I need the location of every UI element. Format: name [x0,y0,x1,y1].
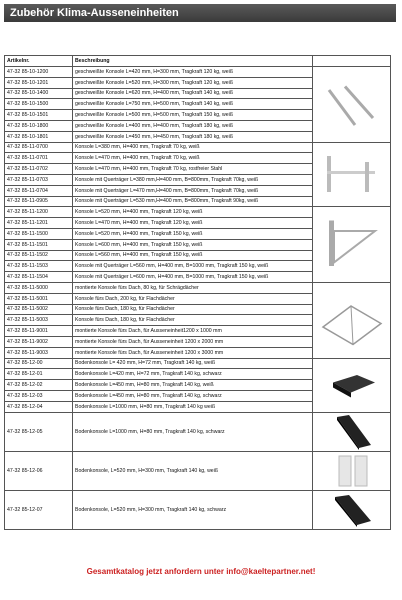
description: geschweißte Konsole L=400 mm, H=400 mm, Tragkraft 180 kg, weiß [73,120,313,131]
description: geschweißte Konsole L=420 mm, H=300 mm, Tragkraft 120 kg, weiß [73,67,313,78]
description: geschweißte Konsole L=620 mm, H=400 mm, Tragkraft 140 kg, weiß [73,88,313,99]
artikel-number: 47-32 85-12-06 [5,451,73,490]
artikel-number: 47-32 85-12-07 [5,490,73,529]
artikel-number: 47-32 85-10-1800 [5,120,73,131]
artikel-number: 47-32 85-11-5000 [5,282,73,293]
artikel-number: 47-32 85-11-1200 [5,207,73,218]
description: montierte Konsole fürs Dach, für Ausseneinheit 1200 x 3000 mm [73,347,313,358]
artikel-number: 47-32 85-11-5001 [5,293,73,304]
artikel-number: 47-32 85-10-1500 [5,99,73,110]
product-image [313,358,391,412]
artikel-number: 47-32 85-11-1502 [5,250,73,261]
artikel-number: 47-32 85-10-1801 [5,131,73,142]
description: Konsole L=380 mm, H=400 mm, Tragkraft 70 kg, weiß [73,142,313,153]
description: geschweißte Konsole L=500 mm, H=500 mm, Tragkraft 150 kg, weiß [73,110,313,121]
description: Bodenkonsole L=1000 mm, H=80 mm, Tragkraft 140 kg, schwarz [73,412,313,451]
description: Konsole L=470 mm, H=400 mm, Tragkraft 70 kg, rostfreier Stahl [73,164,313,175]
description: Bodenkonsole, L=520 mm, H=300 mm, Tragkraft 140 kg, schwarz [73,490,313,529]
artikel-number: 47-32 85-12-05 [5,412,73,451]
header-artikelnr: Artikelnr. [5,56,73,67]
product-photo-icon [315,285,389,355]
page-title: Zubehör Klima-Ausseneinheiten [4,4,396,22]
artikel-number: 47-32 85-11-1500 [5,228,73,239]
artikel-number: 47-32 85-11-0704 [5,185,73,196]
product-photo-icon [315,144,389,204]
artikel-number: 47-32 85-11-0905 [5,196,73,207]
table-row [5,490,391,529]
product-image [313,412,391,451]
table-row [5,142,391,153]
artikel-number: 47-32 85-10-1501 [5,110,73,121]
artikel-number: 47-32 85-11-0701 [5,153,73,164]
description: Konsole L=520 mm, H=400 mm, Tragkraft 150 kg, weiß [73,228,313,239]
product-image [313,282,391,358]
table-row [5,207,391,218]
artikel-number: 47-32 85-10-1201 [5,77,73,88]
description: Bodenkonsole L=450 mm, H=80 mm, Tragkraft 140 kg, weiß [73,380,313,391]
header-beschreibung: Beschreibung [73,56,313,67]
artikel-number: 47-32 85-11-1501 [5,239,73,250]
description: Konsole L=560 mm, H=400 mm, Tragkraft 150 kg, weiß [73,250,313,261]
artikel-number: 47-32 85-12-02 [5,380,73,391]
product-photo-icon [315,413,389,451]
artikel-number: 47-32 85-11-1504 [5,272,73,283]
description: Konsole mit Querträger L=530 mm,H=400 mm, B=800mm, Tragkraft 90kg, weiß [73,196,313,207]
description: geschweißte Konsole L=450 mm, H=450 mm, Tragkraft 180 kg, weiß [73,131,313,142]
description: montierte Konsole fürs Dach, für Ausseneinheit1200 x 1000 mm [73,326,313,337]
product-image [313,451,391,490]
description: Bodenkonsole L= 420 mm, H=72 mm, Tragkraft 140 kg, weiß [73,358,313,369]
description: Konsole mit Querträger L=380 mm,H=400 mm, B=800mm, Tragkraft 70kg, weiß [73,174,313,185]
description: montierte Konsole fürs Dach, 80 kg, für Schrägdächer [73,282,313,293]
artikel-number: 47-32 85-11-1503 [5,261,73,272]
description: Konsole fürs Dach, 180 kg, für Flachdächer [73,304,313,315]
description: Konsole fürs Dach, 180 kg, für Flachdächer [73,315,313,326]
table-row [5,282,391,293]
header-image [313,56,391,67]
product-photo-icon [315,69,389,139]
parts-table [4,55,391,530]
description: Konsole mit Querträger L=560 mm, H=400 mm, B=1000 mm, Tragkraft 150 kg, weiß [73,261,313,272]
artikel-number: 47-32 85-11-9002 [5,336,73,347]
description: Bodenkonsole L=450 mm, H=80 mm, Tragkraft 140 kg, schwarz [73,390,313,401]
artikel-number: 47-32 85-11-9001 [5,326,73,337]
artikel-number: 47-32 85-12-01 [5,369,73,380]
artikel-number: 47-32 85-11-5003 [5,315,73,326]
artikel-number: 47-32 85-11-9003 [5,347,73,358]
product-photo-icon [315,360,389,410]
artikel-number: 47-32 85-11-0702 [5,164,73,175]
artikel-number: 47-32 85-10-1400 [5,88,73,99]
description: Bodenkonsole L=420 mm, H=72 mm, Tragkraft 140 kg, schwarz [73,369,313,380]
description: Bodenkonsole L=1000 mm, H=80 mm, Tragkraft 140 kg weiß [73,401,313,412]
description: Konsole mit Querträger L=470 mm,H=400 mm, B=800mm, Tragkraft 70kg, weiß [73,185,313,196]
description: Konsole L=520 mm, H=400 mm, Tragkraft 120 kg, weiß [73,207,313,218]
artikel-number: 47-32 85-11-1201 [5,218,73,229]
product-image [313,490,391,529]
catalog-footer: Gesamtkatalog jetzt anfordern unter info@kaeltepartner.net! [86,567,316,576]
table-row [5,412,391,451]
description: montierte Konsole fürs Dach, für Ausseneinheit 1200 x 2000 mm [73,336,313,347]
artikel-number: 47-32 85-12-00 [5,358,73,369]
artikel-number: 47-32 85-10-1200 [5,67,73,78]
description: Konsole fürs Dach, 200 kg, für Flachdächer [73,293,313,304]
artikel-number: 47-32 85-11-5002 [5,304,73,315]
description: geschweißte Konsole L=750 mm, H=500 mm, Tragkraft 140 kg, weiß [73,99,313,110]
product-photo-icon [315,210,389,280]
description: Konsole mit Querträger L=600 mm, H=400 mm, B=1000 mm, Tragkraft 150 kg, weiß [73,272,313,283]
artikel-number: 47-32 85-12-04 [5,401,73,412]
table-row [5,67,391,78]
table-row [5,451,391,490]
artikel-number: 47-32 85-11-0700 [5,142,73,153]
product-image [313,207,391,283]
artikel-number: 47-32 85-12-03 [5,390,73,401]
product-photo-icon [315,491,389,529]
description: Bodenkonsole, L=520 mm, H=300 mm, Tragkraft 140 kg, weiß [73,451,313,490]
table-row [5,358,391,369]
description: geschweißte Konsole L=520 mm, H=300 mm, Tragkraft 120 kg, weiß [73,77,313,88]
artikel-number: 47-32 85-11-0703 [5,174,73,185]
table-header-row [5,56,391,67]
description: Konsole L=600 mm, H=400 mm, Tragkraft 150 kg, weiß [73,239,313,250]
description: Konsole L=470 mm, H=400 mm, Tragkraft 70 kg, weiß [73,153,313,164]
description: Konsole L=470 mm, H=400 mm, Tragkraft 120 kg, weiß [73,218,313,229]
product-photo-icon [315,452,389,490]
product-image [313,142,391,207]
product-image [313,67,391,143]
